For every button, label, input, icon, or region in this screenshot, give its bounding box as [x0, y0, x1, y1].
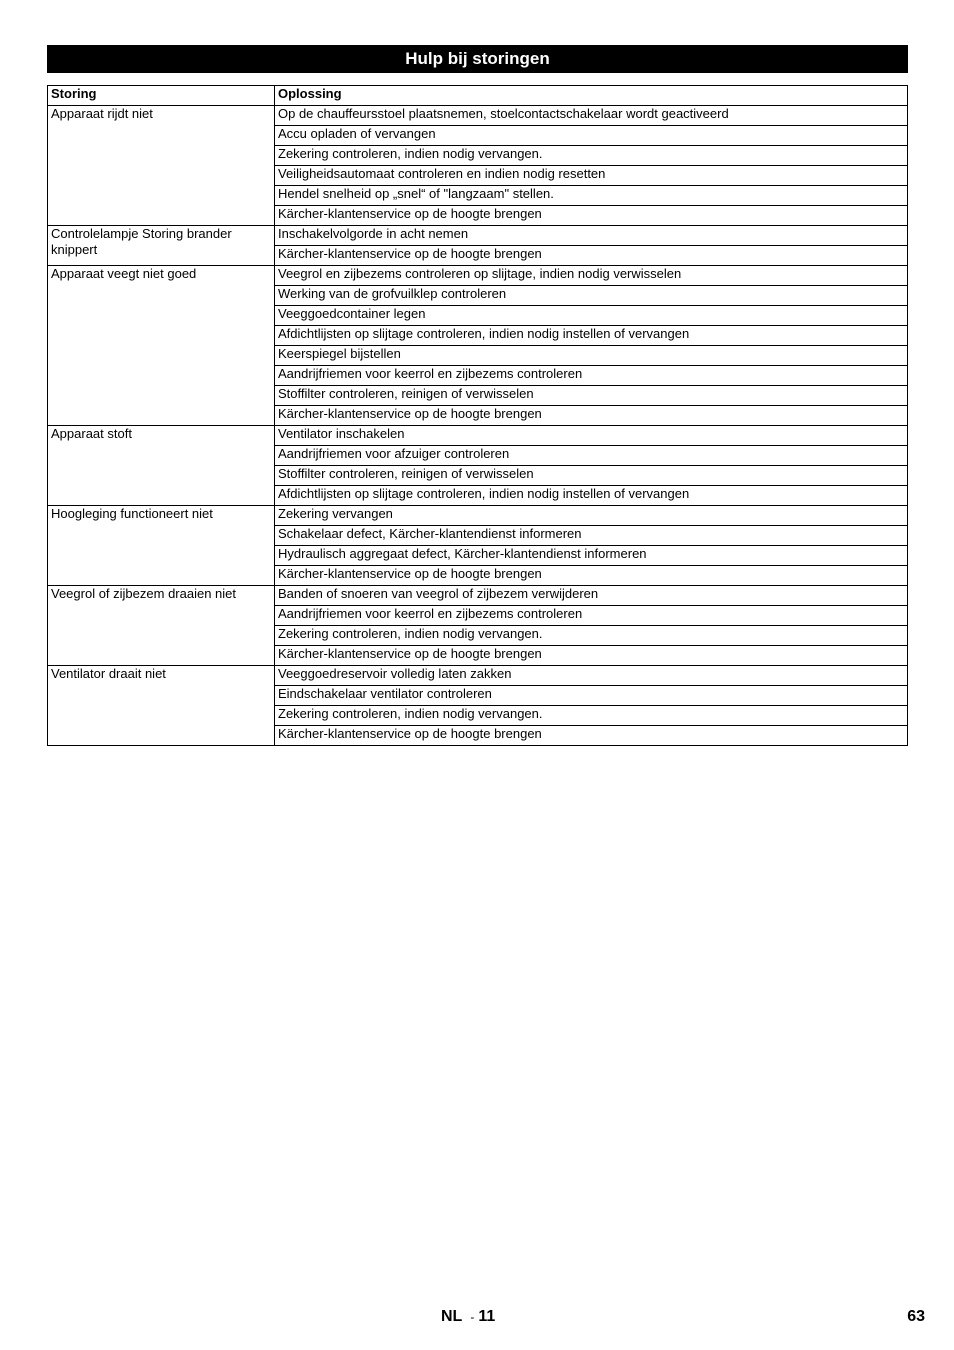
solution-cell: Afdichtlijsten op slijtage controleren, indien nodig instellen of vervangen: [275, 326, 908, 346]
solution-cell: Werking van de grofvuilklep controleren: [275, 286, 908, 306]
solution-cell: Accu opladen of vervangen: [275, 126, 908, 146]
solution-cell: Aandrijfriemen voor afzuiger controleren: [275, 446, 908, 466]
solution-cell: Kärcher-klantenservice op de hoogte brengen: [275, 566, 908, 586]
troubleshooting-table: [47, 85, 908, 746]
solution-cell: Kärcher-klantenservice op de hoogte brengen: [275, 726, 908, 746]
solution-cell: Zekering controleren, indien nodig vervangen.: [275, 626, 908, 646]
fault-cell: Ventilator draait niet: [48, 666, 275, 746]
section-title: [47, 45, 908, 73]
fault-cell: Controlelampje Storing brander knippert: [48, 226, 275, 266]
solution-cell: Keerspiegel bijstellen: [275, 346, 908, 366]
fault-cell: Apparaat stoft: [48, 426, 275, 506]
footer-language: NL: [441, 1308, 463, 1325]
header-solution: Oplossing: [275, 86, 908, 106]
table-row: [48, 666, 908, 686]
table-body: [48, 106, 908, 746]
table-row: [48, 106, 908, 126]
footer-section: [441, 1308, 495, 1326]
solution-cell: Aandrijfriemen voor keerrol en zijbezems controleren: [275, 606, 908, 626]
solution-cell: Hydraulisch aggregaat defect, Kärcher-klantendienst informeren: [275, 546, 908, 566]
fault-cell: Apparaat veegt niet goed: [48, 266, 275, 426]
solution-cell: Veeggoedreservoir volledig laten zakken: [275, 666, 908, 686]
footer-section-page: 11: [478, 1308, 496, 1325]
solution-cell: Banden of snoeren van veegrol of zijbezem verwijderen: [275, 586, 908, 606]
table-row: [48, 226, 908, 246]
header-fault: Storing: [48, 86, 275, 106]
solution-cell: Op de chauffeursstoel plaatsnemen, stoelcontactschakelaar wordt geactiveerd: [275, 106, 908, 126]
solution-cell: Kärcher-klantenservice op de hoogte brengen: [275, 246, 908, 266]
solution-cell: Veegrol en zijbezems controleren op slijtage, indien nodig verwisselen: [275, 266, 908, 286]
solution-cell: Veeggoedcontainer legen: [275, 306, 908, 326]
solution-cell: Veiligheidsautomaat controleren en indien nodig resetten: [275, 166, 908, 186]
solution-cell: Zekering controleren, indien nodig vervangen.: [275, 706, 908, 726]
solution-cell: Inschakelvolgorde in acht nemen: [275, 226, 908, 246]
table-row: [48, 506, 908, 526]
solution-cell: Aandrijfriemen voor keerrol en zijbezems controleren: [275, 366, 908, 386]
footer-page-number: 63: [907, 1308, 925, 1325]
table-row: [48, 426, 908, 446]
footer-dash: -: [470, 1310, 475, 1324]
solution-cell: Kärcher-klantenservice op de hoogte brengen: [275, 206, 908, 226]
solution-cell: Stoffilter controleren, reinigen of verwisselen: [275, 466, 908, 486]
solution-cell: Ventilator inschakelen: [275, 426, 908, 446]
solution-cell: Hendel snelheid op „snel“ of "langzaam" stellen.: [275, 186, 908, 206]
solution-cell: Eindschakelaar ventilator controleren: [275, 686, 908, 706]
fault-cell: Hoogleging functioneert niet: [48, 506, 275, 586]
solution-cell: Kärcher-klantenservice op de hoogte brengen: [275, 406, 908, 426]
solution-cell: Kärcher-klantenservice op de hoogte brengen: [275, 646, 908, 666]
section-title-text: Hulp bij storingen: [405, 49, 550, 68]
fault-cell: Apparaat rijdt niet: [48, 106, 275, 226]
table-row: [48, 266, 908, 286]
table-row: [48, 586, 908, 606]
solution-cell: Afdichtlijsten op slijtage controleren, indien nodig instellen of vervangen: [275, 486, 908, 506]
fault-cell: Veegrol of zijbezem draaien niet: [48, 586, 275, 666]
solution-cell: Schakelaar defect, Kärcher-klantendienst informeren: [275, 526, 908, 546]
table-header-row: [48, 86, 908, 106]
solution-cell: Stoffilter controleren, reinigen of verwisselen: [275, 386, 908, 406]
solution-cell: Zekering controleren, indien nodig vervangen.: [275, 146, 908, 166]
solution-cell: Zekering vervangen: [275, 506, 908, 526]
